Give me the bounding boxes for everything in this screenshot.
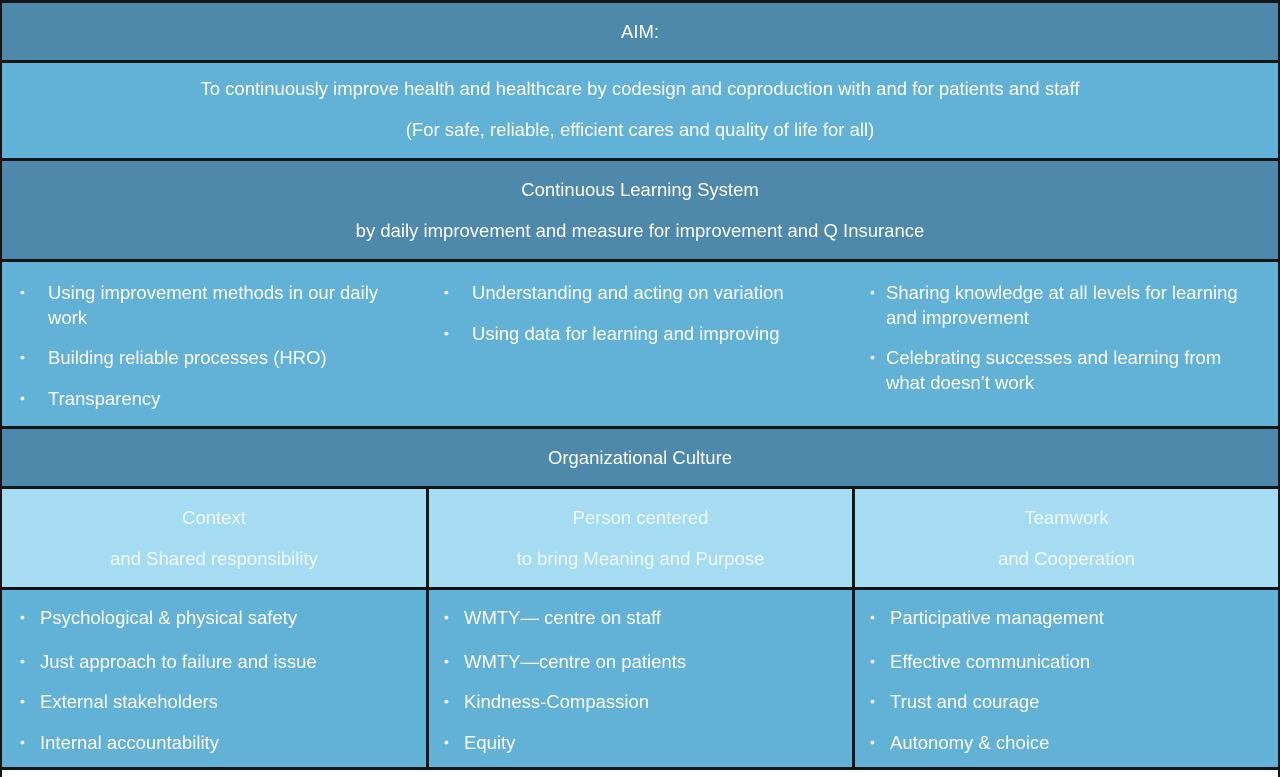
column-divider xyxy=(426,489,429,767)
culture-title: Organizational Culture xyxy=(547,447,733,468)
bullet-dot-icon: • xyxy=(444,325,449,341)
bullet-dot-icon: • xyxy=(20,284,25,300)
list-item: • Celebrating successes and learning from what doesn’t work xyxy=(870,347,1222,393)
list-item: • Just approach to failure and issue xyxy=(20,651,317,672)
learning-practices-column-3 xyxy=(868,280,1260,395)
list-item: • Effective communication xyxy=(870,651,1091,672)
list-item: • Trust and courage xyxy=(870,691,1040,712)
culture-practices-column-2 xyxy=(442,605,842,755)
list-item: • Building reliable processes (HRO) xyxy=(20,347,327,368)
bullet-dot-icon: • xyxy=(870,653,875,669)
bullet-dot-icon: • xyxy=(870,609,875,625)
list-item: • WMTY— centre on staff xyxy=(444,607,662,628)
culture-headings-band xyxy=(2,489,1278,587)
bullet-dot-icon: • xyxy=(20,349,25,365)
bullet-dot-icon: • xyxy=(20,390,25,406)
list-item: • Transparency xyxy=(20,388,161,409)
bottom-border xyxy=(2,767,1278,770)
learning-system-band xyxy=(2,161,1278,259)
bullet-dot-icon: • xyxy=(444,653,449,669)
bullet-dot-icon: • xyxy=(444,609,449,625)
column-subheading-context: and Shared responsibility xyxy=(110,548,318,569)
list-item: • Understanding and acting on variation xyxy=(444,282,784,303)
bullet-dot-icon: • xyxy=(444,734,449,750)
culture-practices-column-1 xyxy=(18,605,418,755)
column-subheading-person-centered: to bring Meaning and Purpose xyxy=(516,548,765,569)
bullet-dot-icon: • xyxy=(20,734,25,750)
learning-system-subtitle: by daily improvement and measure for improvement and Q Insurance xyxy=(355,220,925,241)
column-heading-context: Context xyxy=(182,507,246,528)
column-subheading-teamwork: and Cooperation xyxy=(998,548,1135,569)
bullet-dot-icon: • xyxy=(870,349,875,365)
list-item: • Internal accountability xyxy=(20,732,219,753)
bullet-dot-icon: • xyxy=(20,653,25,669)
bullet-dot-icon: • xyxy=(444,284,449,300)
column-heading-person-centered: Person centered xyxy=(572,507,709,528)
aim-header: AIM: xyxy=(620,21,660,42)
bullet-dot-icon: • xyxy=(20,609,25,625)
bullet-dot-icon: • xyxy=(870,284,875,300)
list-item: • External stakeholders xyxy=(20,691,218,712)
list-item: • Using data for learning and improving xyxy=(444,323,780,344)
list-item: • Sharing knowledge at all levels for learning and improvement xyxy=(870,282,1238,328)
learning-practices-column-1 xyxy=(18,280,398,411)
list-item: • Psychological & physical safety xyxy=(20,607,298,628)
aim-note: (For safe, reliable, efficient cares and quality of life for all) xyxy=(405,119,875,140)
bullet-dot-icon: • xyxy=(870,693,875,709)
culture-practices-column-3 xyxy=(868,605,1268,755)
list-item: • Participative management xyxy=(870,607,1104,628)
list-item: • Equity xyxy=(444,732,516,753)
column-divider xyxy=(852,489,855,767)
learning-practices-column-2 xyxy=(442,280,842,346)
bullet-dot-icon: • xyxy=(20,693,25,709)
list-item: • Kindness-Compassion xyxy=(444,691,650,712)
list-item: • Autonomy & choice xyxy=(870,732,1050,753)
bullet-dot-icon: • xyxy=(444,693,449,709)
aim-statement: To continuously improve health and healthcare by codesign and coproduction with and for patients and staff xyxy=(200,78,1080,99)
learning-system-title: Continuous Learning System xyxy=(521,179,759,200)
list-item: • Using improvement methods in our daily work xyxy=(20,282,379,328)
column-heading-teamwork: Teamwork xyxy=(1024,507,1109,528)
bullet-dot-icon: • xyxy=(870,734,875,750)
list-item: • WMTY—centre on patients xyxy=(444,651,687,672)
